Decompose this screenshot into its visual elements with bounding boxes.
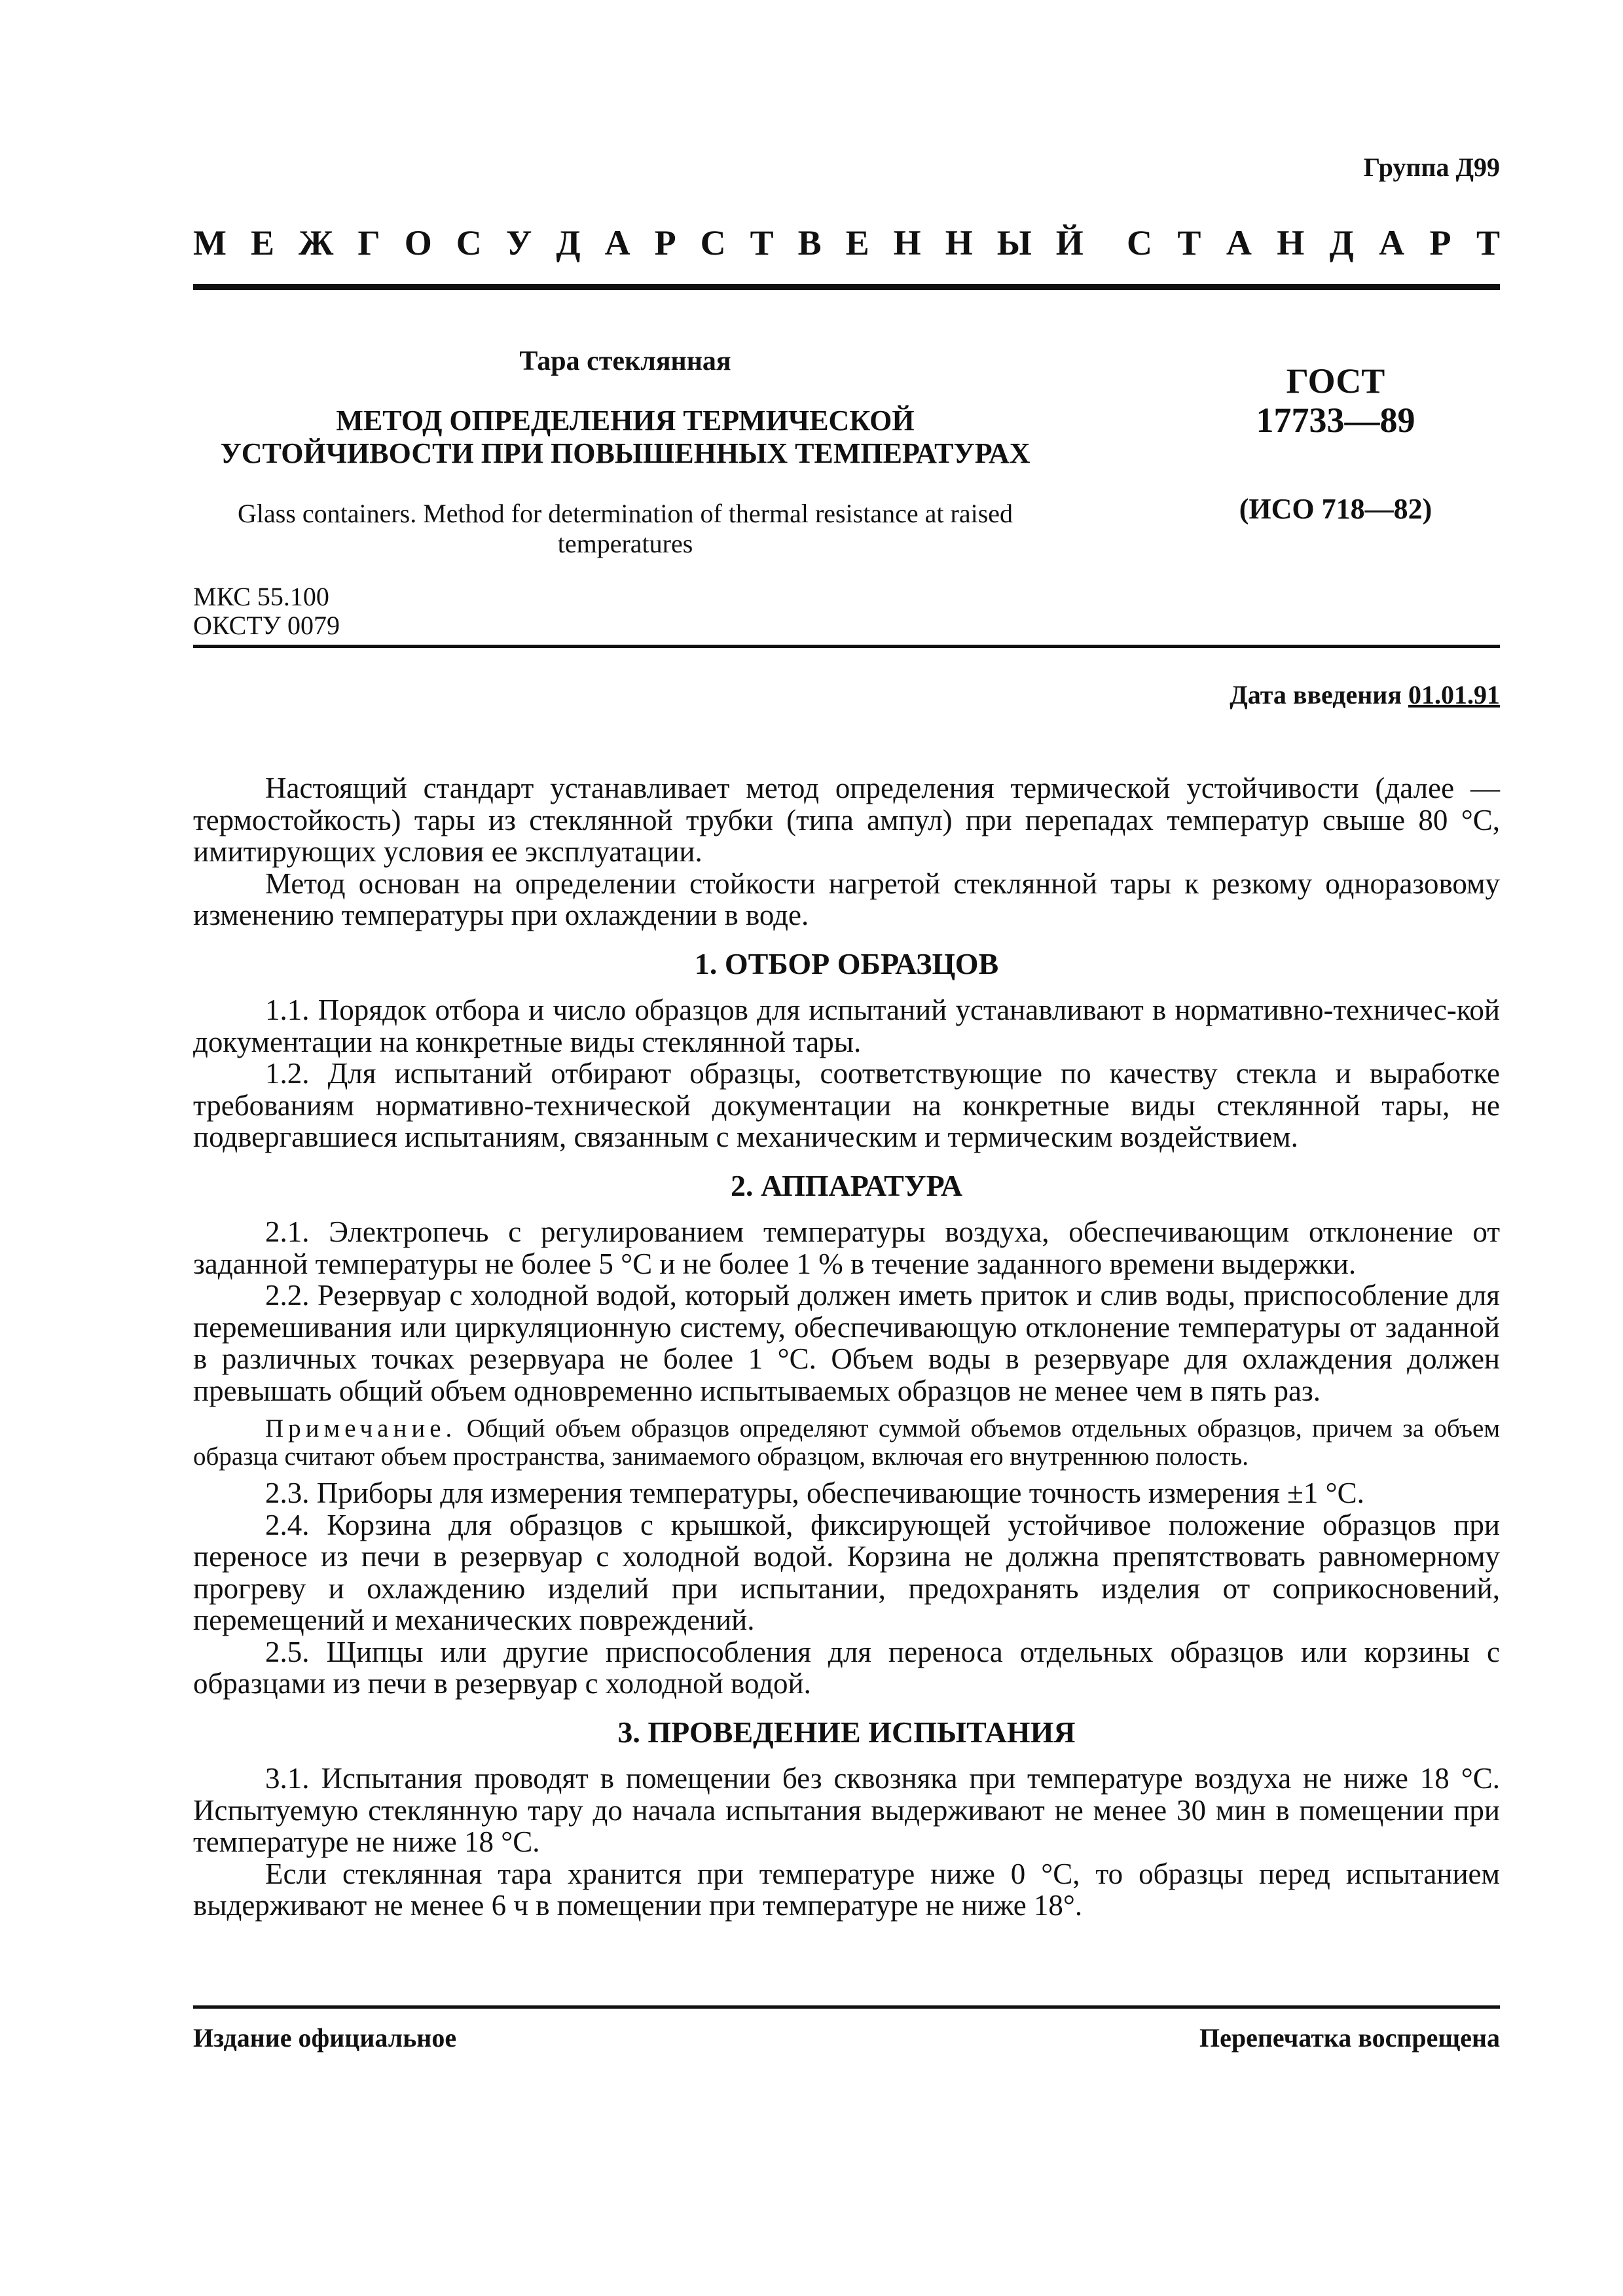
title-block [193, 346, 1057, 559]
paragraph: Метод основан на определении стойкости нагретой стеклянной тары к резкому одноразовому изменению температуры при охлаждении в воде. [193, 867, 1500, 931]
note [193, 1414, 1500, 1471]
classifier-codes [193, 583, 340, 640]
section-heading: 2. АППАРАТУРА [730, 1168, 963, 1202]
title-divider [193, 645, 1500, 648]
banner-letter: Е [250, 223, 274, 262]
banner-letter: С [456, 223, 482, 262]
banner-letter: Р [1429, 223, 1451, 262]
banner-letter: Т [1476, 223, 1500, 262]
note-text: Общий объем образцов определяют суммой объемов отдельных образцов, причем за объем образца считают объем пространства, занимаемого образцом, включая его внутреннюю полость. [193, 1414, 1500, 1471]
group-label: Группа Д99 [1363, 152, 1500, 182]
banner-letter: А [1226, 223, 1252, 262]
document-subject: Тара стеклянная [519, 346, 731, 376]
introduction-date-label: Дата введения [1230, 680, 1402, 709]
banner-letter: Г [357, 223, 380, 262]
banner-letter: В [797, 223, 822, 262]
banner-letter: Д [1329, 223, 1354, 262]
okstu-code: ОКСТУ 0079 [193, 611, 340, 640]
footer-edition: Издание официальное [193, 2023, 457, 2053]
paragraph: 3.1. Испытания проводят в помещении без сквозняка при температуре воздуха не ниже 18 °С. Испытуемую стеклянную тару до начала испытания выдерживают не менее 30 мин в помещении при температуре не ниже 18 °С. [193, 1762, 1500, 1858]
mks-code: МКС 55.100 [193, 582, 329, 611]
section-heading: 3. ПРОВЕДЕНИЕ ИСПЫТАНИЯ [617, 1715, 1076, 1749]
banner-word-interstate [193, 223, 1084, 263]
paragraph: 1.1. Порядок отбора и число образцов для испытаний устанавливают в нормативно-техничес-кой документации на конкретные виды стеклянной тары. [193, 994, 1500, 1058]
banner-word-standard [1127, 223, 1500, 263]
footer-divider [193, 2005, 1500, 2009]
gost-designation [1152, 361, 1519, 526]
banner-letter: Ы [996, 223, 1032, 262]
page-footer [193, 2022, 1500, 2053]
banner-letter: Р [654, 223, 676, 262]
banner-letter: Д [556, 223, 581, 262]
banner-letter: А [604, 223, 630, 262]
paragraph: 2.2. Резервуар с холодной водой, который должен иметь приток и слив воды, приспособление для перемешивания или циркуляционную систему, обеспечивающую отклонение температуры от заданной в различных точках резервуара не более 1 °С. Объем воды в резервуаре для охлаждения должен превышать общий объем одновременно испытываемых образцов не менее чем в пять раз. [193, 1279, 1500, 1407]
paragraph: Настоящий стандарт устанавливает метод определения термической устойчивости (далее — термостойкость) тары из стеклянной трубки (типа ампул) при перепадах температур свыше 80 °С, имитирующих условия ее эксплуатации. [193, 772, 1500, 868]
banner-letter: Н [893, 223, 921, 262]
iso-reference: (ИСО 718—82) [1239, 493, 1432, 525]
banner-letter: О [404, 223, 432, 262]
introduction-date-value: 01.01.91 [1408, 680, 1500, 709]
document-body [193, 772, 1500, 1922]
note-label: Примечание. [265, 1414, 457, 1443]
paragraph: 2.3. Приборы для измерения температуры, обеспечивающие точность измерения ±1 °С. [265, 1477, 1364, 1509]
introduction-date [1230, 679, 1500, 710]
banner-letter: Н [945, 223, 973, 262]
banner-letter: Ж [299, 223, 334, 262]
paragraph: Если стеклянная тара хранится при температуре ниже 0 °С, то образцы перед испытанием выдерживают не менее 6 ч в помещении при температуре не ниже 18°. [193, 1857, 1500, 1922]
banner-letter: С [1127, 223, 1152, 262]
banner-letter: Е [845, 223, 869, 262]
paragraph: 1.2. Для испытаний отбирают образцы, соответствующие по качеству стекла и выработке требованиям нормативно-технической документации на конкретные виды стеклянной тары, не подвергавшиеся испытаниям, связанным с механическим и термическим воздействием. [193, 1057, 1500, 1153]
title-line: МЕТОД ОПРЕДЕЛЕНИЯ ТЕРМИЧЕСКОЙ [336, 404, 915, 437]
paragraph: 2.5. Щипцы или другие приспособления для переноса отдельных образцов или корзины с образцами из печи в резервуар с холодной водой. [193, 1635, 1500, 1700]
english-title: Glass containers. Method for determination of thermal resistance at raised temperatures [237, 499, 1013, 558]
standard-banner [193, 223, 1500, 263]
header-divider [193, 284, 1500, 290]
document-title [193, 404, 1057, 470]
banner-letter: Т [1177, 223, 1201, 262]
footer-copyright: Перепечатка воспрещена [1199, 2023, 1500, 2053]
banner-letter: Н [1277, 223, 1305, 262]
banner-letter: А [1379, 223, 1405, 262]
section-heading: 1. ОТБОР ОБРАЗЦОВ [694, 946, 999, 980]
banner-letter: С [700, 223, 726, 262]
paragraph: 2.1. Электропечь с регулированием температуры воздуха, обеспечивающим отклонение от заданной температуры не более 5 °С и не более 1 % в течение заданного времени выдержки. [193, 1215, 1500, 1280]
paragraph: 2.4. Корзина для образцов с крышкой, фиксирующей устойчивое положение образцов при переносе из печи в резервуар с холодной водой. Корзина не должна препятствовать равномерному прогреву и охлаждению изделий при испытании, предохранять изделия от соприкосновений, перемещений и механических повреждений. [193, 1508, 1500, 1636]
banner-letter: У [505, 223, 532, 262]
banner-letter: М [193, 223, 227, 262]
title-line: УСТОЙЧИВОСТИ ПРИ ПОВЫШЕННЫХ ТЕМПЕРАТУРАХ [220, 437, 1030, 469]
banner-letter: Т [750, 223, 774, 262]
gost-label: ГОСТ [1286, 361, 1385, 401]
gost-number: 17733—89 [1256, 401, 1415, 440]
banner-letter: Й [1055, 223, 1084, 262]
